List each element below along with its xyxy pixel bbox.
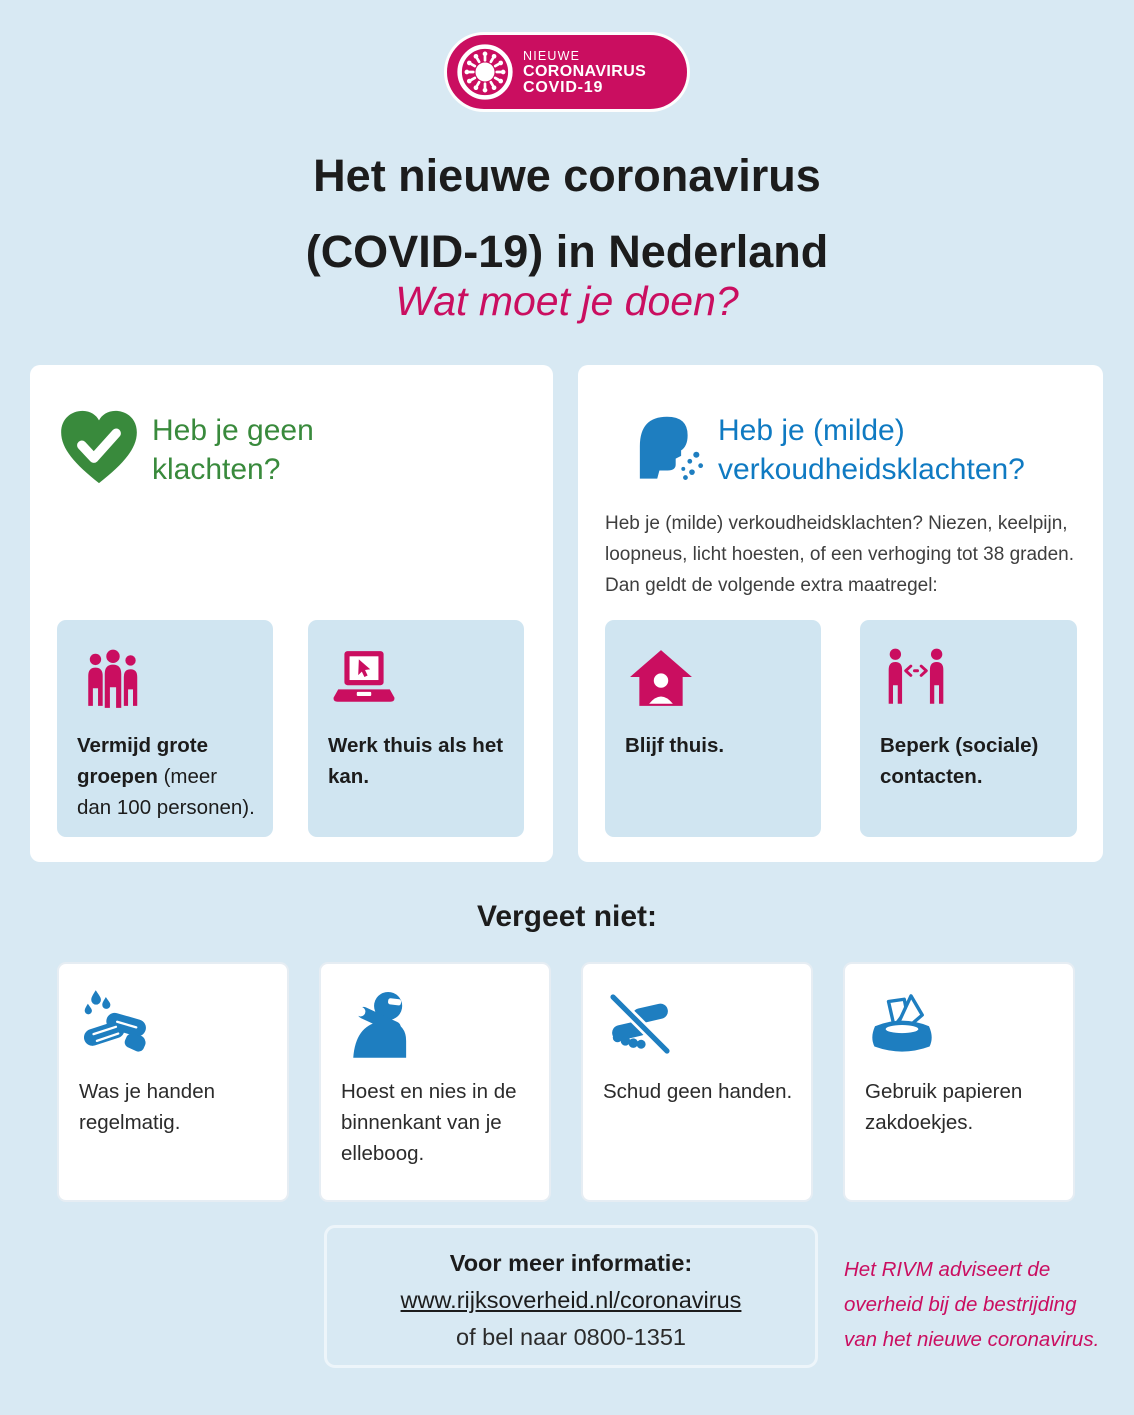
logo-line-nieuwe: NIEUWE [523,49,581,63]
card-no-symptoms [30,365,553,862]
heart-check-icon [56,407,142,487]
measure-label-bold: Beperk (sociale) contacten. [880,734,1039,788]
social-distance-icon [880,646,952,712]
logo-line-coronavirus: CORONAVIRUS [523,63,647,80]
page-title-line2: (COVID-19) in Nederland [305,226,829,277]
measure-work-home-label [328,730,506,792]
cough-elbow-icon [341,988,415,1060]
measure-stay-home [605,620,821,837]
group-people-icon [77,646,149,712]
card-no-symptoms-heading: Heb je geen klachten? [152,414,314,486]
no-handshake-icon [603,988,677,1060]
card-mild-symptoms-body: Heb je (milde) verkoudheidsklachten? Niezen, keelpijn, loopneus, licht hoesten, of een verhoging tot 38 graden. Dan geldt de volgende extra maatregel: [605,513,1075,596]
more-info-box [324,1225,818,1368]
house-person-icon [625,646,697,712]
wash-hands-icon [79,988,153,1060]
info-website-link[interactable]: www.rijksoverheid.nl/coronavirus [400,1287,742,1313]
more-info-heading: Voor meer informatie: [449,1250,693,1276]
reminder-no-handshake-label: Schud geen handen. [603,1080,793,1103]
measure-work-home [308,620,524,837]
measure-label-bold: Werk thuis als het kan. [328,734,504,788]
measure-limit-contact-label [880,730,1058,792]
page-title [0,138,1134,290]
reminder-wash-hands [57,962,289,1202]
measure-avoid-groups [57,620,273,837]
coughing-head-icon [628,407,706,483]
page-subtitle: Wat moet je doen? [395,278,739,324]
reminder-cough-elbow-label: Hoest en nies in de binnenkant van je elleboog. [341,1080,517,1165]
measure-label-bold: Blijf thuis. [625,734,725,757]
reminder-wash-hands-label: Was je handen regelmatig. [79,1080,215,1134]
reminder-no-handshake [581,962,813,1202]
measure-stay-home-label [625,730,803,761]
logo-text [523,48,646,96]
rivm-note: Het RIVM adviseert de overheid bij de bestrijding van het nieuwe coronavirus. [844,1258,1100,1351]
info-phone-text: of bel naar 0800-1351 [456,1324,686,1350]
card-mild-symptoms [578,365,1103,862]
logo-line-covid19: COVID-19 [523,79,604,96]
measure-label-rest: (meer dan 100 personen). [77,765,255,819]
reminder-paper-tissues-label: Gebruik papieren zakdoekjes. [865,1080,1023,1134]
coronavirus-logo-badge [444,32,690,112]
measure-avoid-groups-label [77,730,255,823]
page-title-line1: Het nieuwe coronavirus [313,150,821,201]
virus-icon [456,43,514,101]
measure-limit-contact [860,620,1077,837]
laptop-cursor-icon [328,646,400,712]
tissue-box-icon [865,988,939,1060]
card-mild-symptoms-heading: Heb je (milde) verkoudheidsklachten? [718,414,1025,486]
reminder-paper-tissues [843,962,1075,1202]
measure-label-bold: Vermijd grote groepen [77,734,209,788]
reminders-heading: Vergeet niet: [476,900,658,933]
reminder-cough-elbow [319,962,551,1202]
